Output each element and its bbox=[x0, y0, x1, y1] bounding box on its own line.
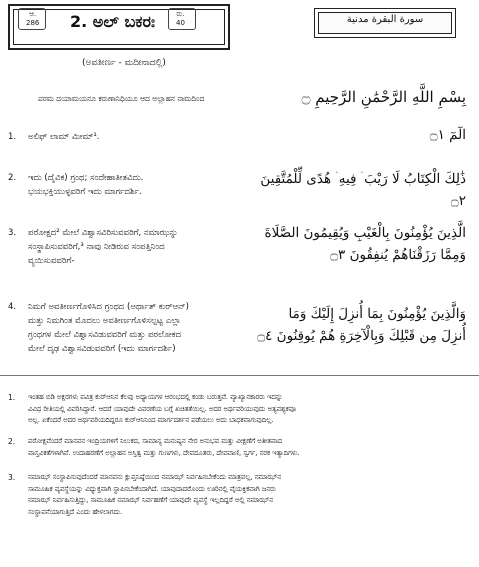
footnote-line: ಇಂತಹ ಬಿಡಿ ಅಕ್ಷರಗಳು ಪವಿತ್ರ ಕುರ್‌ಆನಿನ ಕೆಲವು ಅಧ್ಯಾಯಗಳ ಆರಂಭದಲ್ಲಿ ಕಂಡು ಬರುತ್ತವೆ. ವ್ಯಾಖ್ಯಾನಕಾರರು ಇದನ್ನು bbox=[28, 393, 283, 401]
verse-translation-line: ನಿಮಗೆ ಅವತೀರ್ಣಗೊಳಿಸಿದ ಗ್ರಂಥದ (ಅರ್ಥಾತ್ ಕುರ್‌ಆನ್) bbox=[28, 302, 189, 312]
footnote-line: ಅಲ್ಲ. ಏಕೆಂದರೆ ಅದರ ಅರ್ಥವರಿಯದಿದ್ದರೂ ಕುರ್‌ಆನಿನಿಂದ ಮಾರ್ಗದರ್ಶನ ಪಡೆಯಲು ಅದು ಬಾಧಕವಾಗುವುದಿಲ್ಲ. bbox=[28, 416, 274, 424]
footnote-text bbox=[28, 472, 468, 518]
verse-translation-line: ಸಂಸ್ಥಾಪಿಸುವವರಿಗೆ,³ ನಾವು ನೀಡಿರುವ ಸಂಪತ್ತಿನಿಂದ bbox=[28, 242, 165, 252]
verse-translation bbox=[28, 171, 143, 199]
verse-arabic: الٓمٓ ۝١ bbox=[429, 127, 466, 143]
verse-count-label: ಆ. bbox=[29, 10, 37, 18]
verse-translation bbox=[28, 226, 178, 268]
footnote-text bbox=[28, 436, 468, 459]
ruku-count-label: ರು. bbox=[176, 10, 185, 18]
footnote-number: 1. bbox=[8, 393, 16, 402]
verse-arabic-line: أُنزِلَ مِن قَبْلِكَ وَبِالْآخِرَةِ هُمْ يُوقِنُونَ ۝٤ bbox=[257, 328, 466, 344]
footnote-line: ಪರೋಕ್ಷವೆಂದರೆ ಮಾನವನ ಇಂದ್ರಿಯಗಳಿಗೆ ನಿಲುಕದ, ಸಾಮಾನ್ಯ ಮನುಷ್ಯನ ನೇರ ಅನುಭವ ಮತ್ತು ವೀಕ್ಷಣೆಗೆ ಅತೀತವಾದ bbox=[28, 437, 283, 445]
verse-count bbox=[26, 10, 39, 28]
revelation-place: (ಅವತೀರ್ಣ - ಮದೀನಾದಲ್ಲಿ) bbox=[82, 58, 166, 68]
verse-arabic-line: الَّذِينَ يُؤْمِنُونَ بِالْغَيْبِ وَيُقِيمُونَ الصَّلَاةَ bbox=[264, 225, 466, 241]
basmala-kannada: ಪರಮ ದಯಾಮಯನೂ ಕರುಣಾನಿಧಿಯೂ ಆದ ಅಲ್ಲಾಹನ ನಾಮದಿಂದ bbox=[38, 94, 205, 103]
footnote-line: ವಾಸ್ತವಿಕತೆಗಳಾಗಿವೆ. ಉದಾಹರಣೆಗೆ ಅಲ್ಲಾಹನ ಅಸ್ತಿತ್ವ ಮತ್ತು ಗುಣಗಳು, ದೇವದೂತರು, ದೇವವಾಣಿ, ಸ್ವರ್ಗ, ನರಕ ಇತ್ಯಾದಿಗಳು. bbox=[28, 448, 300, 457]
verse-arabic: ذَٰلِكَ الْكِتَابُ لَا رَيْبَ ۛ فِيهِ ۛ هُدًى لِّلْمُتَّقِينَ ۝٢ bbox=[260, 171, 466, 209]
verse-translation-line: ಮತ್ತು ನಿಮಗಿಂತ ಮೊದಲು ಅವತೀರ್ಣಗೊಳಿಸಲ್ಪಟ್ಟ ಎಲ್ಲಾ bbox=[28, 316, 181, 326]
footnote-divider bbox=[0, 375, 479, 376]
footnote-line: ಸಂಸ್ಥಾಪನೆಯಾಗುತ್ತಿದೆ ಎಂದು ಹೇಳಲಾಗದು. bbox=[28, 507, 123, 516]
surah-title: 2. ಅಲ್ ಬಕರಃ bbox=[70, 12, 155, 31]
footnote-text bbox=[28, 392, 468, 427]
verse-number: 3. bbox=[8, 228, 17, 238]
ruku-count bbox=[176, 10, 185, 28]
verse-translation-line: ಗ್ರಂಥಗಳ ಮೇಲೆ ವಿಶ್ವಾಸವಿಡುವವರಿಗೆ ಮತ್ತು ಪರಲೋಕದ bbox=[28, 330, 182, 340]
verse-translation-line: ಇದು (ದೈವಿಕ) ಗ್ರಂಥ; ಸಂದೇಹಾತೀತವಿದು. bbox=[28, 173, 144, 183]
footnote-number: 2. bbox=[8, 437, 16, 446]
verse-translation-line: ವ್ಯಯಿಸುವವರಿಗೆ- bbox=[28, 256, 75, 266]
verse-translation-line: ಮೇಲೆ ದೃಢ ವಿಶ್ವಾಸವಿಡುವವರಿಗೆ (ಇದು ಮಾರ್ಗದರ್ಶಿ) bbox=[28, 344, 176, 354]
verse-translation: ಅಲಿಫ್ ಲಾಮ್ ಮೀಮ್¹. bbox=[28, 132, 100, 142]
verse-translation-line: ಪರೋಕ್ಷದ² ಮೇಲೆ ವಿಶ್ವಾಸವಿರಿಸುವವರಿಗೆ, ನಮಾಝನ್ನು bbox=[28, 228, 178, 238]
verse-arabic bbox=[250, 303, 466, 347]
footnote-line: ಸಾಮೂಹಿಕ ವ್ಯವಸ್ಥೆಯನ್ನು ವಿಧ್ಯುಕ್ತವಾಗಿ ಸ್ಥಾಪಿಸಬೇಕೆಂದಾಗಿದೆ. ಯಾವುದಾದರೊಂದು ಊರಿನಲ್ಲಿ ವೈಯಕ್ತಿಕವಾಗಿ ಜನರು bbox=[28, 484, 276, 493]
surah-arabic-name: سورة البقرة مدنية bbox=[346, 14, 424, 25]
verse-count-number: 286 bbox=[26, 19, 40, 27]
ruku-count-number: 40 bbox=[176, 19, 185, 27]
verse-arabic bbox=[250, 222, 466, 266]
verse-number: 4. bbox=[8, 302, 17, 312]
verse-translation-line: ಭಯಭಕ್ತಿಯುಳ್ಳವರಿಗೆ ಇದು ಮಾರ್ಗದರ್ಶಿ. bbox=[28, 187, 142, 197]
footnote-number: 3. bbox=[8, 473, 16, 482]
verse-arabic-line: وَالَّذِينَ يُؤْمِنُونَ بِمَا أُنزِلَ إِلَيْكَ وَمَا bbox=[288, 306, 466, 322]
verse-translation bbox=[28, 300, 189, 356]
basmala-arabic: بِسْمِ اللَّهِ الرَّحْمَٰنِ الرَّحِيمِ ۝ bbox=[301, 88, 466, 106]
verse-number: 1. bbox=[8, 132, 17, 142]
footnote-line: ವಿವಿಧ ರೀತಿಯಲ್ಲಿ ವಿವರಿಸಿದ್ದಾರೆ. ಆದರೆ ಯಾವುದೇ ವಿವರಣೆಯ ಬಗ್ಗೆ ಖಚಿತತೆಯಿಲ್ಲ. ಅದರ ಅರ್ಥವರಿಯುವುದು ಅತ್ಯವಶ್ಯಕವೂ bbox=[28, 404, 297, 413]
verse-arabic-line: وَمِمَّا رَزَقْنَاهُمْ يُنفِقُونَ ۝٣ bbox=[330, 247, 466, 263]
verse-number: 2. bbox=[8, 173, 17, 183]
footnote-line: ನಮಾಝ್ ನಿರ್ವಹಿಸುತ್ತಿದ್ದು, ಸಾಮೂಹಿಕ ನಮಾಝ್ ನಿರ್ವಹಣೆಗೆ ಯಾವುದೇ ವ್ಯವಸ್ಥೆ ಇಲ್ಲದಿದ್ದರೆ ಅಲ್ಲಿ ನಮಾಝ್‌ನ bbox=[28, 496, 274, 504]
footnote-line: ನಮಾಝ್ ಸಂಸ್ಥಾಪಿಸುವುದೆಂದರೆ ಮಾನವನು ಕ್ಲುಪ್ತನಿಷ್ಠೆಯಿಂದ ನಮಾಝ್ ನಿರ್ವಹಿಸಬೇಕೆಂದು ಮಾತ್ರವಲ್ಲ, ನಮಾಝ್‌ನ bbox=[28, 473, 282, 481]
